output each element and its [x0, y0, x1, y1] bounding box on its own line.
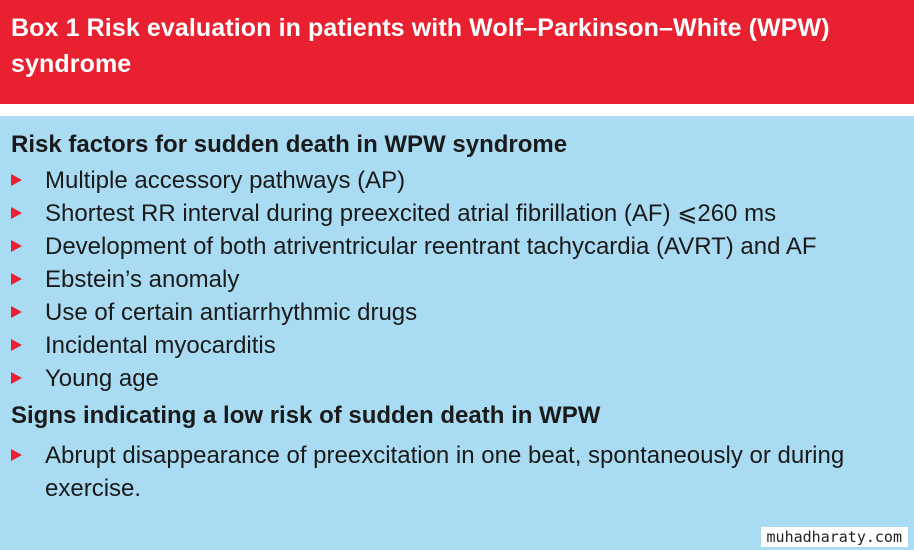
triangle-bullet-icon [11, 306, 22, 318]
site-watermark: muhadharaty.com [761, 527, 908, 547]
list-item [11, 329, 894, 362]
box-header [0, 0, 914, 104]
list-item [11, 230, 894, 263]
list-item-text: Development of both atriventricular reentrant tachycardia (AVRT) and AF [45, 233, 817, 260]
list-item [11, 263, 894, 296]
header-divider [0, 104, 914, 116]
list-item [11, 296, 894, 329]
list-item-text: Young age [45, 365, 159, 392]
risk-factors-heading: Risk factors for sudden death in WPW syndrome [11, 131, 568, 158]
triangle-bullet-icon [11, 449, 22, 461]
list-item [11, 439, 894, 505]
box-title: Box 1 Risk evaluation in patients with Wolf–Parkinson–White (WPW) syndrome [11, 14, 830, 78]
list-item [11, 362, 894, 395]
list-item-text: Multiple accessory pathways (AP) [45, 167, 406, 194]
list-item-text: Use of certain antiarrhythmic drugs [45, 299, 418, 326]
box-content [0, 116, 914, 550]
triangle-bullet-icon [11, 240, 22, 252]
low-risk-signs-heading: Signs indicating a low risk of sudden death in WPW [11, 402, 601, 429]
list-item [11, 164, 894, 197]
triangle-bullet-icon [11, 372, 22, 384]
list-item-text: Incidental myocarditis [45, 332, 276, 359]
list-item-text: Shortest RR interval during preexcited atrial fibrillation (AF) ⩽260 ms [45, 200, 777, 227]
triangle-bullet-icon [11, 339, 22, 351]
triangle-bullet-icon [11, 207, 22, 219]
list-item-text: Abrupt disappearance of preexcitation in one beat, spontaneously or during exercise. [45, 442, 845, 502]
triangle-bullet-icon [11, 174, 22, 186]
triangle-bullet-icon [11, 273, 22, 285]
low-risk-signs-list [11, 439, 894, 505]
list-item [11, 197, 894, 230]
list-item-text: Ebstein’s anomaly [45, 266, 240, 293]
risk-factors-list [11, 164, 894, 395]
